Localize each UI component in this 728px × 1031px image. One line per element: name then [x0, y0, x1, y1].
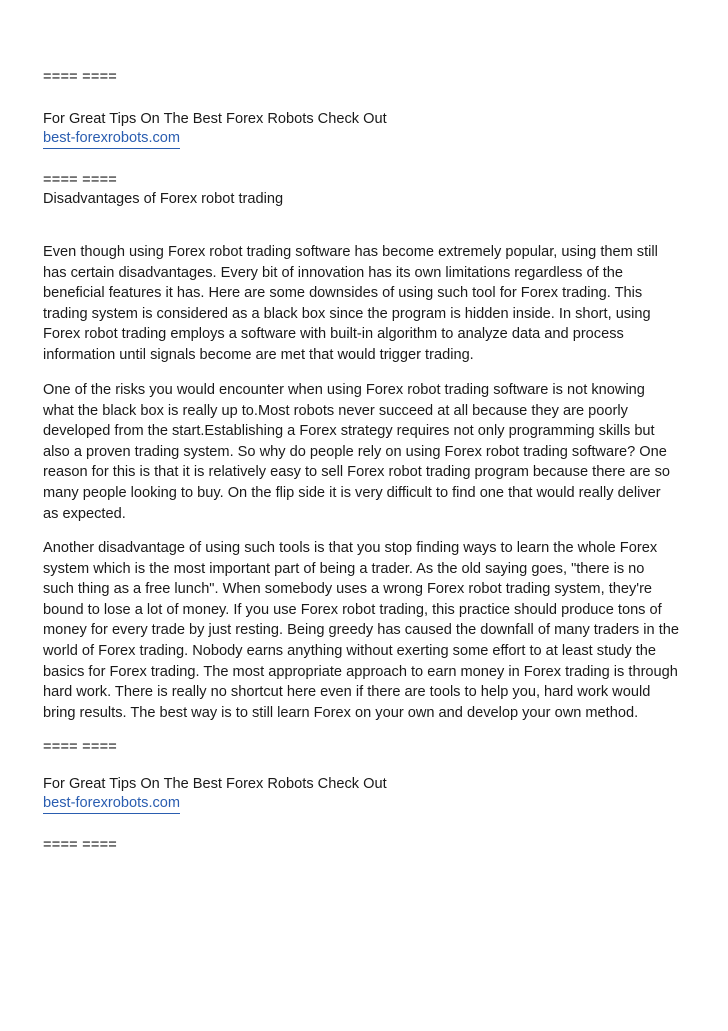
separator-top — [43, 68, 688, 87]
header-promo — [43, 110, 688, 149]
paragraph-line: trading system is considered as a black box since the program is hidden inside. In short, using — [43, 305, 651, 322]
separator-text: ==== ==== — [43, 69, 118, 85]
paragraph-line: Even though using Forex robot trading software has become extremely popular, using them still — [43, 244, 658, 260]
paragraph-line: has certain disadvantages. Every bit of innovation has its own limitations regardless of the — [43, 264, 624, 281]
paragraph-line: information until signals become are met that would trigger trading. — [43, 346, 474, 363]
separator-bottom — [43, 836, 688, 855]
paragraph-line: One of the risks you would encounter when using Forex robot trading software is not knowing — [43, 382, 645, 398]
paragraph-line: what the black box is really up to.Most robots never succeed at all because they are poorly — [43, 402, 628, 419]
separator-text: ==== ==== — [43, 739, 118, 755]
paragraph-line: reason for this is that it is relatively easy to sell Forex robot trading program because there are so — [43, 464, 671, 481]
paragraph-line: also a proven trading system. So why do people rely on using Forex robot trading software? One — [43, 443, 667, 460]
paragraph-line: Another disadvantage of using such tools is that you stop finding ways to learn the whole Forex — [43, 540, 658, 556]
paragraph-2 — [43, 380, 693, 524]
separator-footer-top — [43, 738, 688, 757]
paragraph-line: developed from the start.Establishing a Forex strategy requires not only programming skills but — [43, 423, 655, 440]
footer-promo — [43, 775, 688, 814]
footer-tips-text: For Great Tips On The Best Forex Robots Check Out — [43, 776, 387, 792]
paragraph-3 — [43, 538, 693, 723]
paragraph-line: bound to lose a lot of money. If you use Forex robot trading, this practice should produce tons of — [43, 601, 662, 618]
paragraph-line: Forex robot trading employs a software with built-in algorithm to analyze data and process — [43, 326, 624, 343]
paragraph-line: basics for Forex trading. The most appropriate approach to earn money in Forex trading is through — [43, 663, 678, 680]
paragraph-line: bring results. The best way is to still learn Forex on your own and develop your own method. — [43, 704, 639, 721]
separator-text: ==== ==== — [43, 172, 118, 188]
header-tips-text: For Great Tips On The Best Forex Robots Check Out — [43, 111, 387, 127]
header-link[interactable]: best-forexrobots.com — [43, 130, 180, 149]
footer-link[interactable]: best-forexrobots.com — [43, 795, 180, 814]
paragraph-line: such thing as a free lunch". When somebody uses a wrong Forex robot trading system, they're — [43, 581, 653, 598]
paragraph-line: world of Forex trading. Nobody earns anything without exerting some effort to at least study the — [43, 642, 657, 659]
paragraph-line: hard work. There is really no shortcut here even if there are tools to help you, hard work would — [43, 684, 651, 701]
paragraph-1 — [43, 242, 693, 366]
paragraph-line: money for every trade by just resting. Being greedy has caused the downfall of many traders in the — [43, 622, 679, 639]
paragraph-line: many people looking to buy. On the flip side it is very difficult to find one that would really deliver — [43, 484, 661, 501]
paragraph-line: as expected. — [43, 505, 126, 522]
title-block — [43, 171, 688, 209]
separator-text: ==== ==== — [43, 837, 118, 853]
paragraph-line: system which is the most important part of being a trader. As the old saying goes, "there is no — [43, 560, 645, 577]
article-title: Disadvantages of Forex robot trading — [43, 191, 284, 207]
paragraph-line: beneficial features it has. Here are some downsides of using such tool for Forex trading. This — [43, 285, 643, 302]
